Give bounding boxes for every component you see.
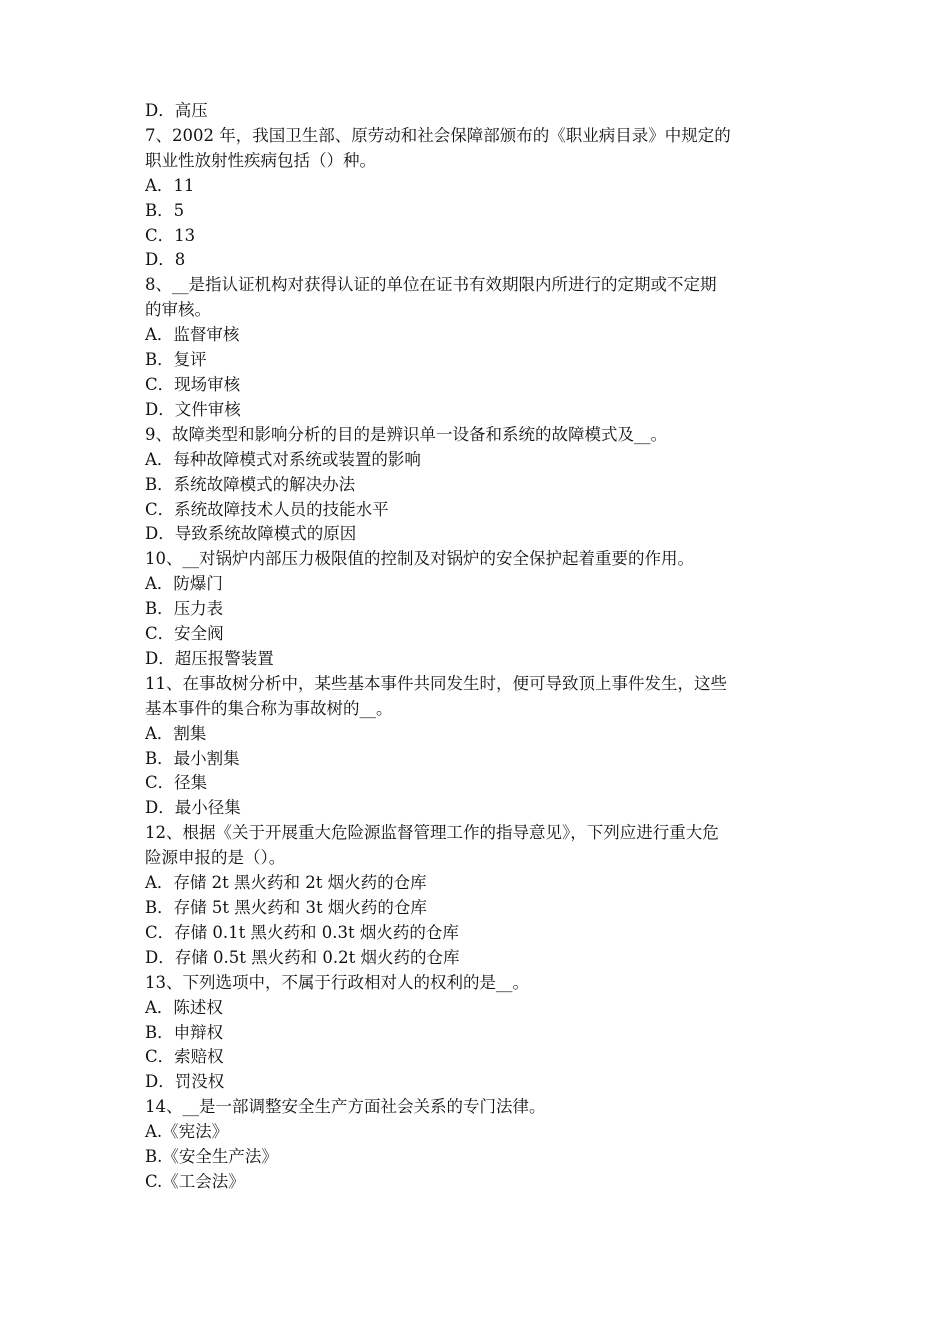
- option-line: B．压力表: [145, 599, 224, 619]
- option-line: B.《安全生产法》: [145, 1147, 278, 1167]
- question-line: 9、故障类型和影响分析的目的是辨识单一设备和系统的故障模式及__。: [145, 424, 667, 444]
- option-line: C．现场审核: [145, 374, 241, 394]
- question-line: 11、在事故树分析中，某些基本事件共同发生时，便可导致顶上事件发生，这些: [145, 673, 727, 693]
- option-line: A．陈述权: [145, 997, 223, 1017]
- option-line: B．5: [145, 200, 185, 220]
- option-line: D．最小径集: [145, 798, 241, 818]
- option-line: D．导致系统故障模式的原因: [145, 524, 357, 544]
- option-line: A．监督审核: [145, 325, 240, 345]
- question-line: 的审核。: [145, 300, 211, 320]
- option-line: B．申辩权: [145, 1022, 224, 1042]
- option-line: D．高压: [145, 101, 208, 120]
- option-line: D．超压报警装置: [145, 648, 274, 668]
- question-line: 13、下列选项中，不属于行政相对人的权利的是__。: [145, 972, 529, 992]
- document-page: [145, 99, 825, 1195]
- option-line: D．存储 0.5t 黑火药和 0.2t 烟火药的仓库: [145, 947, 460, 967]
- option-line: A．防爆门: [145, 574, 223, 594]
- option-line: D．8: [145, 250, 186, 270]
- question-line: 10、__对锅炉内部压力极限值的控制及对锅炉的安全保护起着重要的作用。: [145, 549, 694, 569]
- option-line: C．系统故障技术人员的技能水平: [145, 499, 389, 519]
- option-line: D．文件审核: [145, 399, 241, 419]
- option-line: A．11: [145, 175, 195, 195]
- option-line: A．存储 2t 黑火药和 2t 烟火药的仓库: [145, 873, 427, 893]
- option-line: A．每种故障模式对系统或装置的影响: [145, 449, 421, 469]
- question-line: 12、根据《关于开展重大危险源监督管理工作的指导意见》，下列应进行重大危: [145, 823, 719, 843]
- option-line: D．罚没权: [145, 1072, 225, 1092]
- option-line: B．最小割集: [145, 748, 240, 768]
- option-line: C.《工会法》: [145, 1171, 245, 1191]
- question-line: 14、__是一部调整安全生产方面社会关系的专门法律。: [145, 1097, 546, 1117]
- question-line: 8、__是指认证机构对获得认证的单位在证书有效期限内所进行的定期或不定期: [145, 275, 717, 295]
- option-line: C．安全阀: [145, 624, 224, 644]
- question-line: 职业性放射性疾病包括（）种。: [145, 150, 376, 170]
- option-line: B．复评: [145, 350, 207, 370]
- option-line: C．存储 0.1t 黑火药和 0.3t 烟火药的仓库: [145, 922, 459, 942]
- option-line: B．系统故障模式的解决办法: [145, 474, 356, 494]
- option-line: C．径集: [145, 773, 208, 793]
- option-line: C．13: [145, 225, 196, 245]
- option-line: B．存储 5t 黑火药和 3t 烟火药的仓库: [145, 898, 427, 917]
- option-line: A．割集: [145, 723, 207, 743]
- question-line: 7、2002 年，我国卫生部、原劳动和社会保障部颁布的《职业病目录》中规定的: [145, 125, 731, 145]
- question-line: 基本事件的集合称为事故树的__。: [145, 698, 393, 718]
- question-line: 险源申报的是（）。: [145, 848, 286, 868]
- option-line: C．索赔权: [145, 1047, 224, 1067]
- option-line: A.《宪法》: [145, 1122, 229, 1142]
